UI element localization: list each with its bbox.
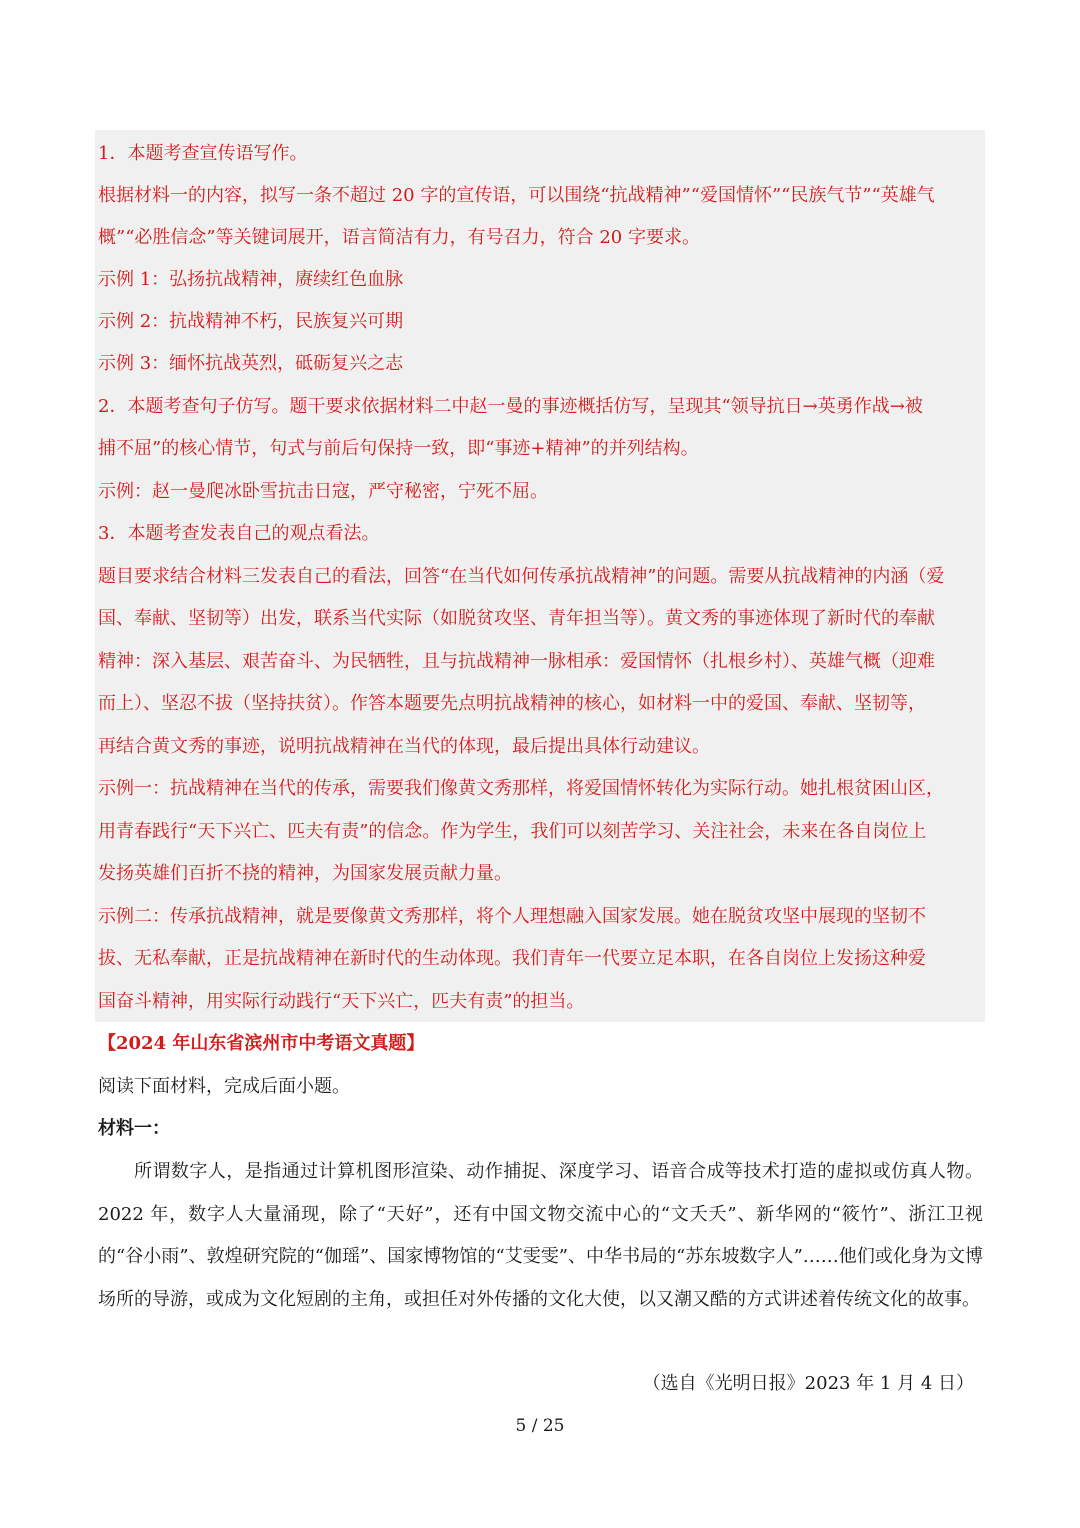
passage-paragraph: 所谓数字人，是指通过计算机图形渲染、动作捕捉、深度学习、语音合成等技术打造的虚拟或仿真人物。2022 年，数字人大量涌现，除了“天好”，还有中国文物交流中心的“文夭夭”、新华网的“筱竹”、浙江卫视的“谷小雨”、敦煌研究院的“伽瑶”、国家博物馆的“艾雯雯”、中华书局的“苏东坡数字人”……他们或化身为文博场所的导游，或成为文化短剧的主角，或担任对外传播的文化大使，以又潮又酷的方式讲述着传统文化的故事。 <box>98 1161 983 1310</box>
answer-line: 示例 3：缅怀抗战英烈，砥砺复兴之志 <box>98 353 404 374</box>
answer-line: 拔、无私奉献，正是抗战精神在新时代的生动体现。我们青年一代要立足本职，在各自岗位上发扬这种爱 <box>98 948 926 969</box>
source-citation: （选自《光明日报》2023 年 1 月 4 日） <box>642 1373 974 1394</box>
answer-line: 捕不屈”的核心情节，句式与前后句保持一致，即“事迹+精神”的并列结构。 <box>98 438 699 459</box>
answer-line: 再结合黄文秀的事迹，说明抗战精神在当代的体现，最后提出具体行动建议。 <box>98 736 710 757</box>
answer-line: 示例 2：抗战精神不朽，民族复兴可期 <box>98 311 404 332</box>
answer-line: 精神：深入基层、艰苦奋斗、为民牺牲，且与抗战精神一脉相承：爱国情怀（扎根乡村）、英雄气概（迎难 <box>98 651 935 672</box>
answer-line: 示例一：抗战精神在当代的传承，需要我们像黄文秀那样，将爱国情怀转化为实际行动。她扎根贫困山区， <box>98 778 944 799</box>
answer-line: 示例二：传承抗战精神，就是要像黄文秀那样，将个人理想融入国家发展。她在脱贫攻坚中展现的坚韧不 <box>98 906 926 927</box>
answer-line: 而上）、坚忍不拔（坚持扶贫）。作答本题要先点明抗战精神的核心，如材料一中的爱国、奉献、坚韧等， <box>98 693 926 714</box>
material-passage <box>98 1151 983 1321</box>
answer-line: 题目要求结合材料三发表自己的看法，回答“在当代如何传承抗战精神”的问题。需要从抗战精神的内涵（爱 <box>98 566 945 587</box>
page-number: 5 / 25 <box>515 1416 565 1436</box>
answer-line: 国奋斗精神，用实际行动践行“天下兴亡，匹夫有责”的担当。 <box>98 991 585 1012</box>
answer-line: 用青春践行“天下兴亡、匹夫有责”的信念。作为学生，我们可以刻苦学习、关注社会，未来在各自岗位上 <box>98 821 927 842</box>
answer-line: 发扬英雄们百折不挠的精神，为国家发展贡献力量。 <box>98 863 512 884</box>
answer-line: 示例：赵一曼爬冰卧雪抗击日寇，严守秘密，宁死不屈。 <box>98 481 548 502</box>
answer-line: 概”“必胜信念”等关键词展开，语言简洁有力，有号召力，符合 20 字要求。 <box>98 227 700 248</box>
answer-line: 根据材料一的内容，拟写一条不超过 20 字的宣传语，可以围绕“抗战精神”“爱国情怀”“民族气节”“英雄气 <box>98 185 935 206</box>
answer-line: 国、奉献、坚韧等）出发，联系当代实际（如脱贫攻坚、青年担当等）。黄文秀的事迹体现了新时代的奉献 <box>98 608 935 629</box>
exam-heading: 【2024 年山东省滨州市中考语文真题】 <box>98 1033 425 1054</box>
answer-line: 3．本题考查发表自己的观点看法。 <box>98 523 380 544</box>
answer-line: 1．本题考查宣传语写作。 <box>98 143 308 164</box>
answer-line: 2．本题考查句子仿写。题干要求依据材料二中赵一曼的事迹概括仿写，呈现其“领导抗日→英勇作战→被 <box>98 396 923 417</box>
answer-line: 示例 1：弘扬抗战精神，赓续红色血脉 <box>98 269 404 290</box>
reading-instruction: 阅读下面材料，完成后面小题。 <box>98 1076 350 1097</box>
material-label: 材料一： <box>98 1118 170 1139</box>
